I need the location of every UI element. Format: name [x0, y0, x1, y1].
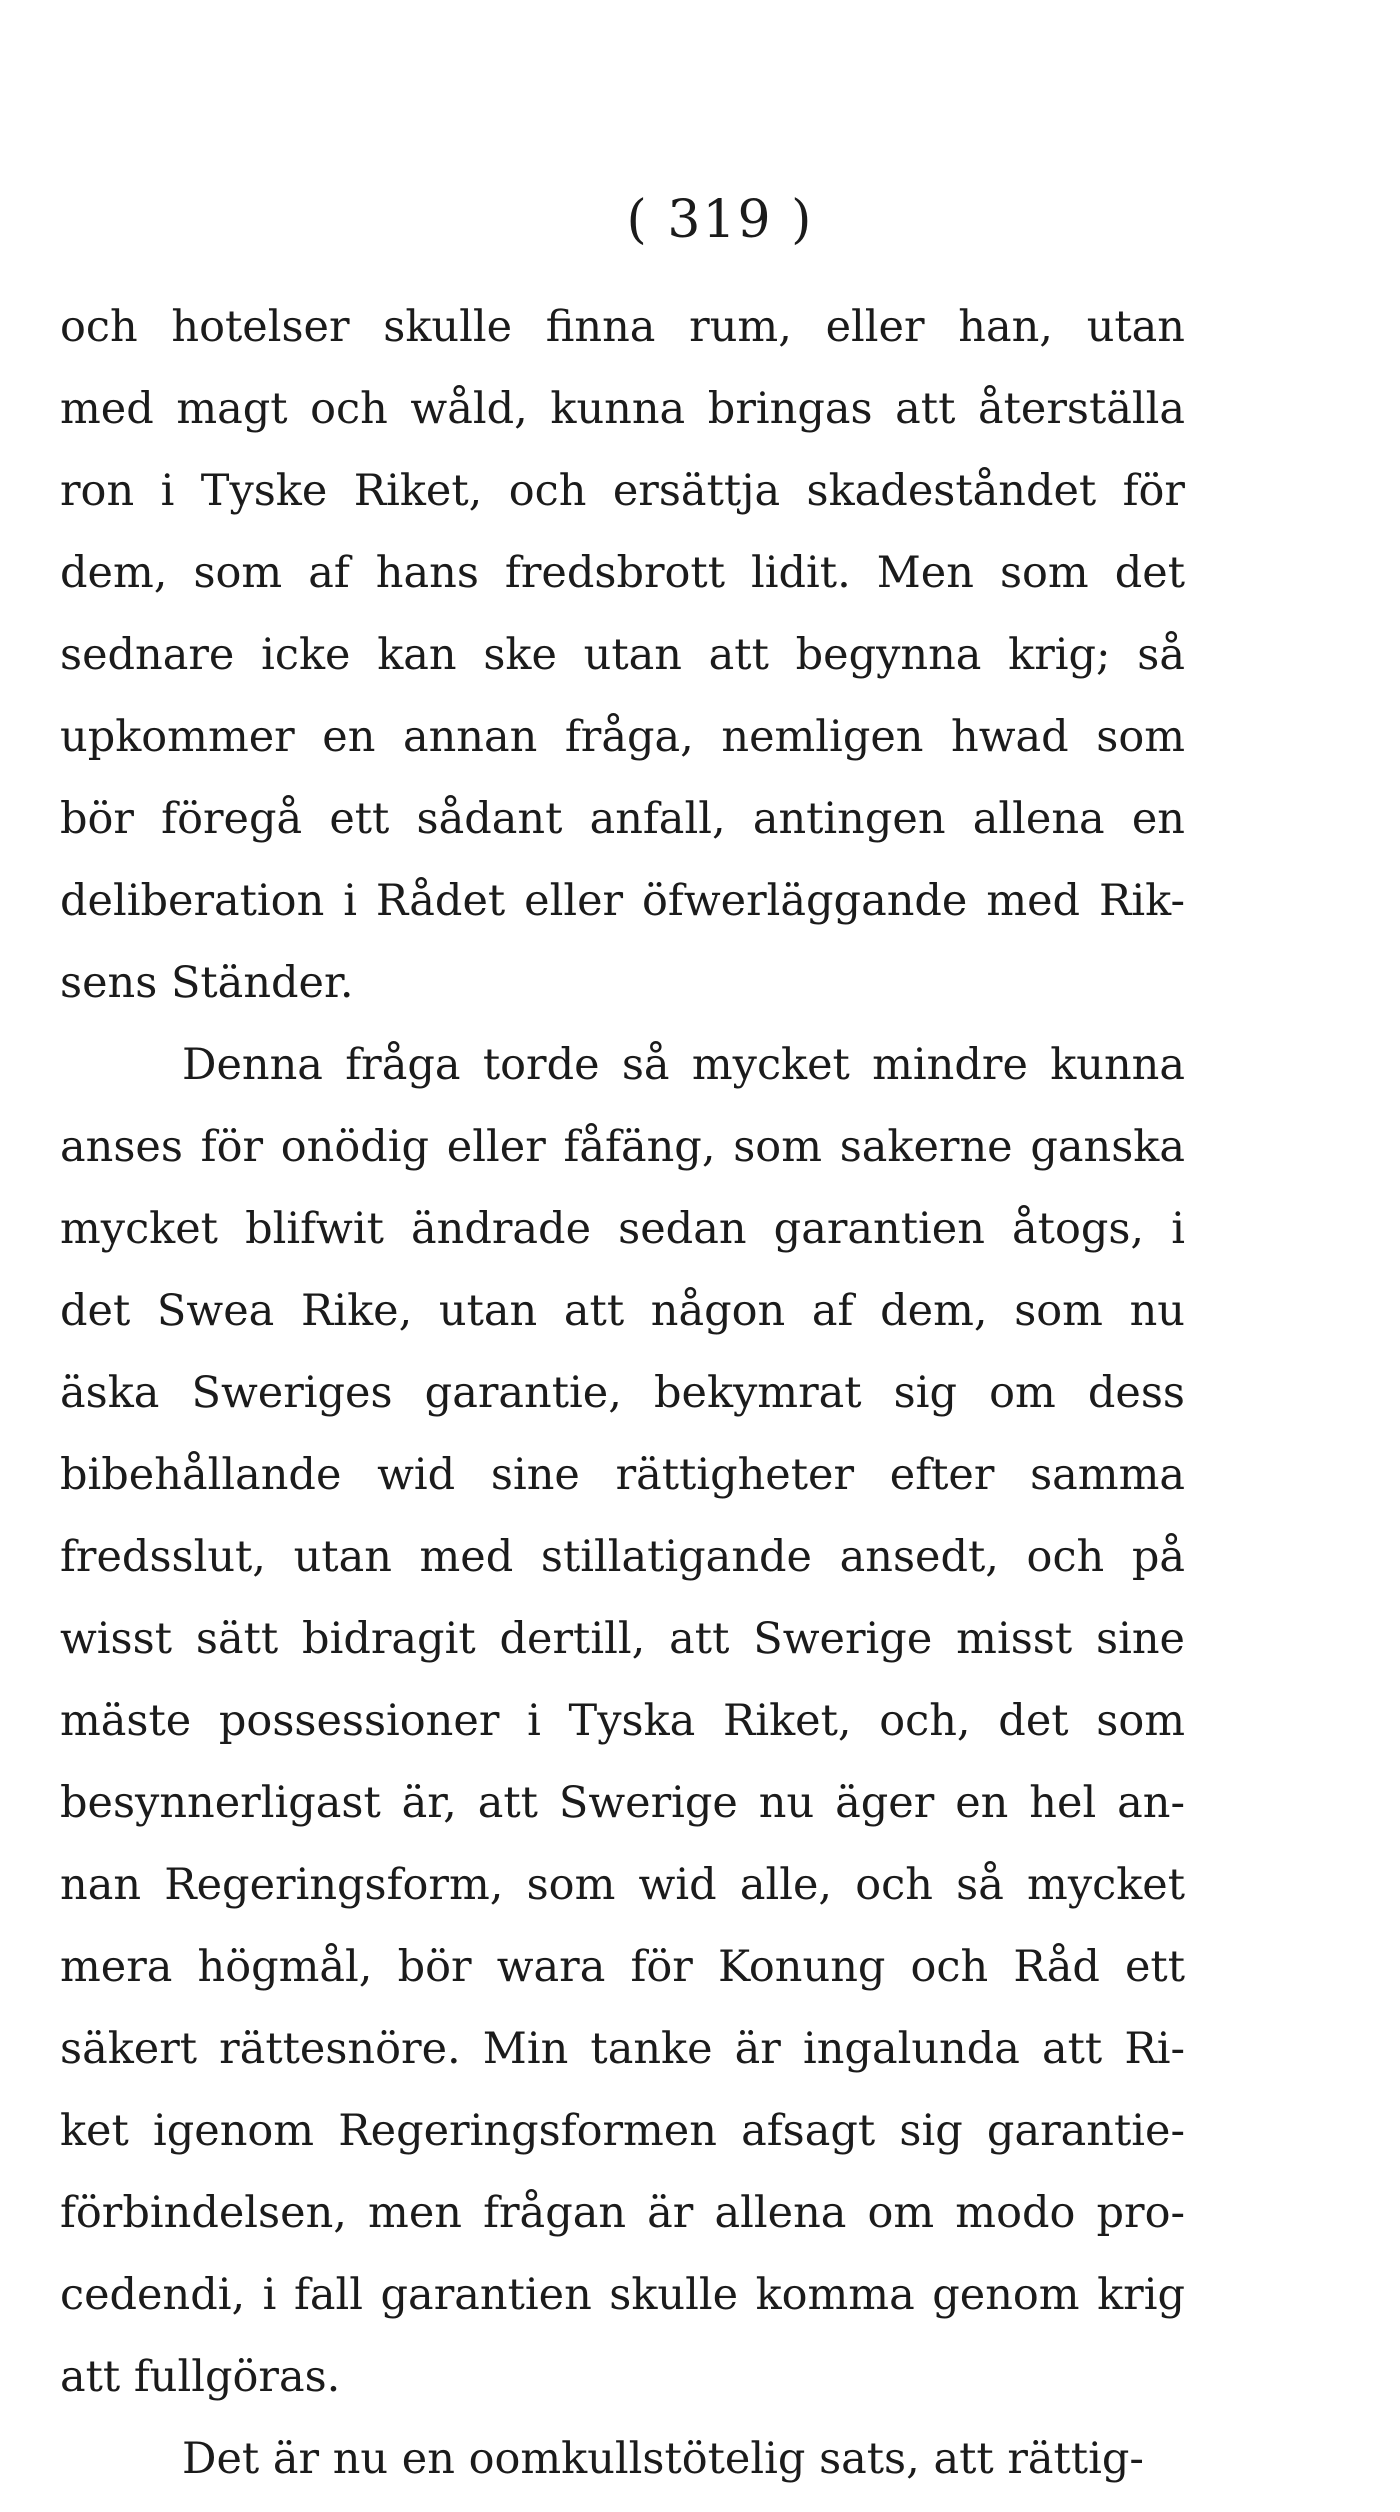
page-number: ( 319 )	[626, 190, 814, 250]
text-line: upkommer en annan fråga, nemligen hwad som	[60, 712, 1185, 762]
text-line: förbindelsen, men frågan är allena om modo pro-	[60, 2188, 1185, 2238]
text-line: dem, som af hans fredsbrott lidit. Men som det	[60, 548, 1185, 598]
text-line: nan Regeringsform, som wid alle, och så mycket	[60, 1860, 1185, 1910]
text-line: det Swea Rike, utan att någon af dem, som nu	[60, 1286, 1185, 1336]
text-line: säkert rättesnöre. Min tanke är ingalunda att Ri-	[60, 2024, 1185, 2074]
text-line: fredsslut, utan med stillatigande ansedt, och på	[60, 1532, 1185, 1582]
text-line: besynnerligast är, att Swerige nu äger en hel an-	[60, 1778, 1185, 1828]
text-line: mera högmål, bör wara för Konung och Råd ett	[60, 1942, 1185, 1992]
text-line: cedendi, i fall garantien skulle komma genom krig	[60, 2270, 1185, 2320]
text-line: sens Ständer.	[60, 958, 354, 1008]
text-line: och hotelser skulle finna rum, eller han, utan	[60, 302, 1185, 352]
text-line: mäste possessioner i Tyska Riket, och, det som	[60, 1696, 1185, 1746]
paragraph-first-line: Det är nu en oomkullstötelig sats, att rättig-	[182, 2434, 1144, 2484]
text-line: mycket blifwit ändrade sedan garantien åtogs, i	[60, 1204, 1185, 1254]
text-line: att fullgöras.	[60, 2352, 341, 2402]
text-line: anses för onödig eller fåfäng, som sakerne ganska	[60, 1122, 1185, 1172]
text-line: deliberation i Rådet eller öfwerläggande med Rik-	[60, 876, 1185, 926]
text-line: wisst sätt bidragit dertill, att Swerige misst sine	[60, 1614, 1185, 1664]
text-line: sednare icke kan ske utan att begynna krig; så	[60, 630, 1185, 680]
text-line: med magt och wåld, kunna bringas att återställa	[60, 384, 1185, 434]
text-line: bibehållande wid sine rättigheter efter samma	[60, 1450, 1185, 1500]
paragraph-first-line: Denna fråga torde så mycket mindre kunna	[182, 1040, 1185, 1090]
text-line: äska Sweriges garantie, bekymrat sig om dess	[60, 1368, 1185, 1418]
text-line: ron i Tyske Riket, och ersättja skadeståndet för	[60, 466, 1185, 516]
text-line: bör föregå ett sådant anfall, antingen allena en	[60, 794, 1185, 844]
text-line: ket igenom Regeringsformen afsagt sig garantie-	[60, 2106, 1185, 2156]
